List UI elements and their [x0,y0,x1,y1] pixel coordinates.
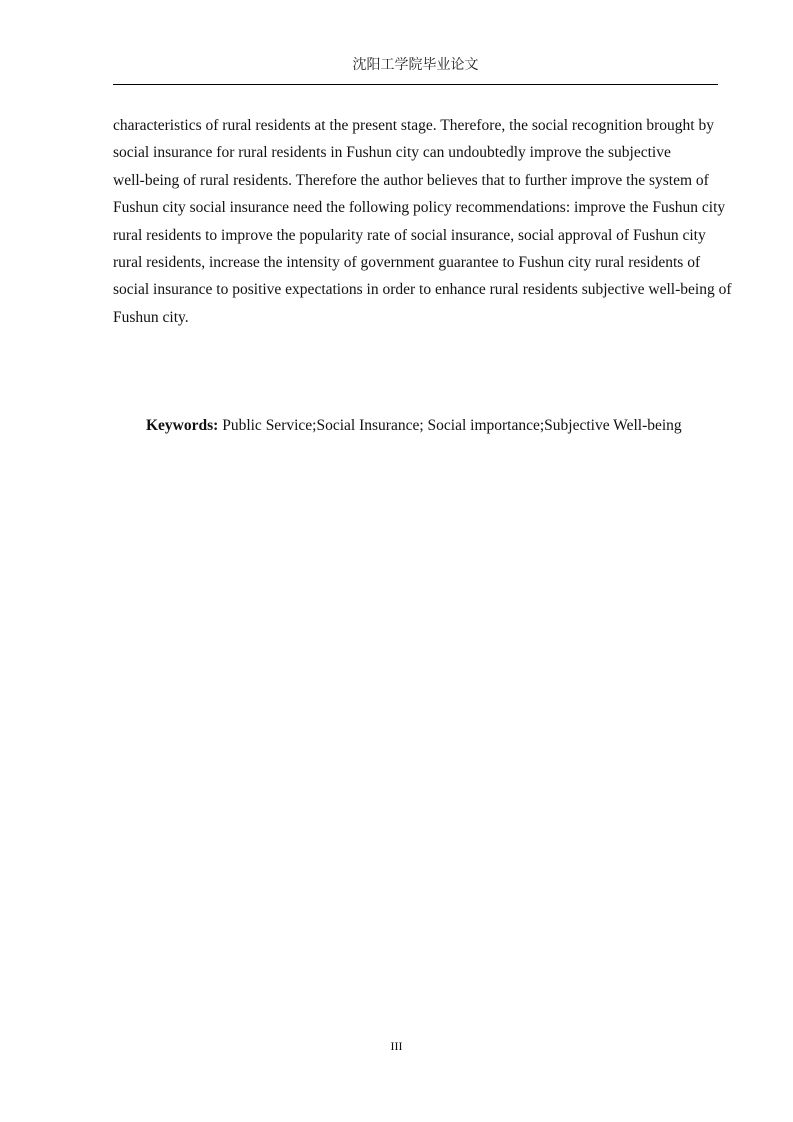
page-header: 沈阳工学院毕业论文 [352,58,479,73]
keywords-line [146,414,682,438]
abstract-line: well-being of rural residents. Therefore the author believes that to further improve the system of [113,171,709,189]
abstract-paragraph [113,112,732,331]
abstract-line: rural residents to improve the popularity rate of social insurance, social approval of Fushun city [113,226,706,244]
keywords-label: Keywords: [146,417,219,434]
abstract-line: social insurance to positive expectations in order to enhance rural residents subjective well-being of [113,281,732,299]
abstract-line: Fushun city social insurance need the following policy recommendations: improve the Fushun city [113,199,726,217]
page-number: III [390,1039,403,1053]
abstract-line: characteristics of rural residents at the present stage. Therefore, the social recognition brought by [113,117,714,134]
abstract-line: rural residents, increase the intensity of government guarantee to Fushun city rural residents of [113,254,701,272]
header-rule [113,84,718,85]
abstract-line: social insurance for rural residents in Fushun city can undoubtedly improve the subjective [113,144,671,162]
abstract-line: Fushun city. [113,308,189,326]
keywords-text: Public Service;Social Insurance; Social importance;Subjective Well-being [218,417,682,434]
